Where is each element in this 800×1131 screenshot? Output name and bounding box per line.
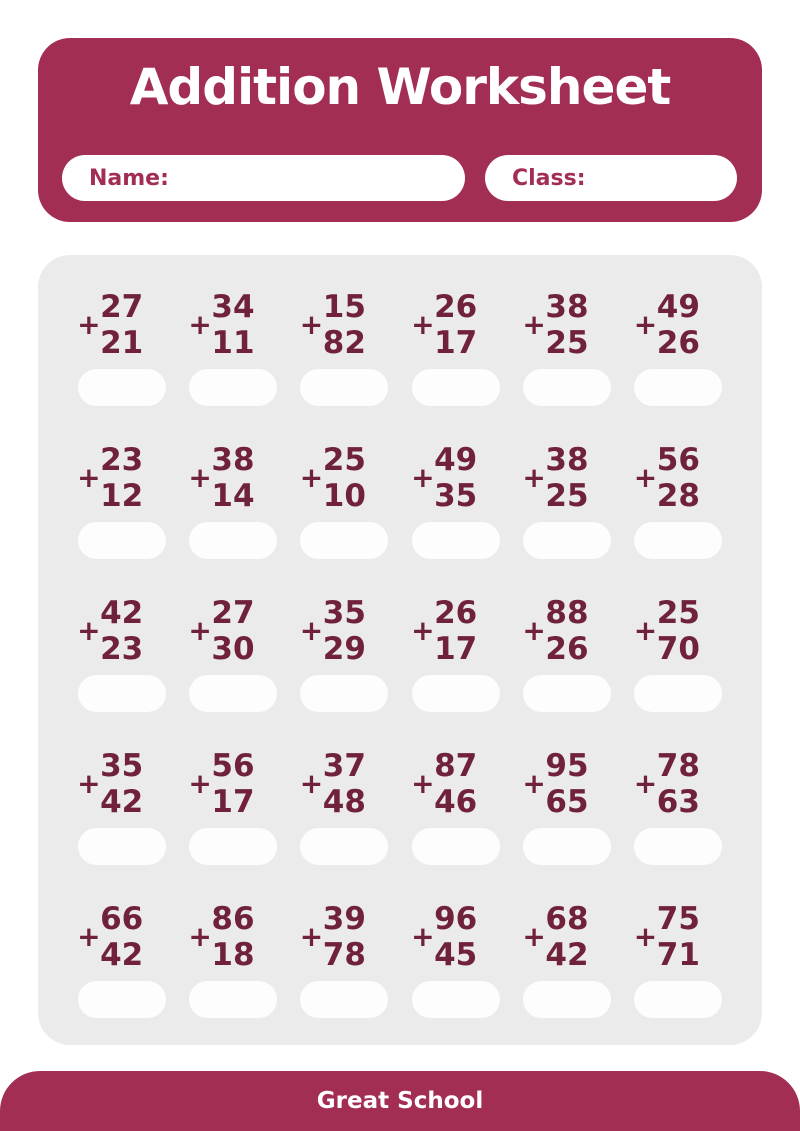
- bottom-addend: 63: [656, 784, 700, 820]
- plus-icon: +: [633, 767, 658, 800]
- bottom-addend: 26: [656, 325, 700, 361]
- bottom-addend: 42: [100, 937, 144, 973]
- answer-box[interactable]: [634, 828, 722, 865]
- problem-numbers: [633, 442, 700, 514]
- answer-box[interactable]: [634, 522, 722, 559]
- problem-numbers: [188, 442, 255, 514]
- top-addend: 75: [656, 901, 700, 937]
- problem-numbers: [299, 442, 366, 514]
- bottom-addend: 46: [434, 784, 478, 820]
- top-addend: 34: [211, 289, 255, 325]
- addition-problem: [177, 289, 288, 406]
- answer-box[interactable]: [412, 981, 500, 1018]
- addition-problem: [66, 289, 177, 406]
- plus-icon: +: [188, 920, 212, 953]
- top-addend: 23: [100, 442, 144, 478]
- problem-numbers: [411, 748, 478, 820]
- answer-box[interactable]: [523, 522, 611, 559]
- answer-box[interactable]: [300, 828, 388, 865]
- answer-box[interactable]: [523, 828, 611, 865]
- top-addend: 86: [211, 901, 255, 937]
- answer-box[interactable]: [78, 522, 166, 559]
- addition-problem: [623, 748, 734, 865]
- top-addend: 25: [656, 595, 700, 631]
- answer-box[interactable]: [189, 981, 277, 1018]
- bottom-addend: 65: [545, 784, 589, 820]
- problem-numbers: [633, 901, 700, 973]
- bottom-addend: 17: [434, 631, 478, 667]
- problem-numbers: [299, 901, 366, 973]
- bottom-addend: 12: [100, 478, 144, 514]
- footer-brand: Great School: [316, 1088, 484, 1114]
- plus-icon: +: [522, 920, 546, 953]
- addition-problem: [511, 289, 622, 406]
- top-addend: 96: [434, 901, 478, 937]
- plus-icon: +: [633, 920, 658, 953]
- plus-icon: +: [633, 614, 658, 647]
- bottom-addend: 30: [211, 631, 255, 667]
- answer-box[interactable]: [189, 675, 277, 712]
- addition-problem: [511, 595, 622, 712]
- plus-icon: +: [411, 920, 435, 953]
- addition-problem: [177, 442, 288, 559]
- problem-numbers: [411, 901, 478, 973]
- problem-numbers: [522, 289, 589, 361]
- class-field[interactable]: [485, 155, 737, 201]
- problem-numbers: [522, 442, 589, 514]
- top-addend: 49: [656, 289, 700, 325]
- plus-icon: +: [299, 920, 324, 953]
- bottom-addend: 25: [545, 478, 589, 514]
- plus-icon: +: [299, 461, 324, 494]
- addition-problem: [289, 595, 400, 712]
- bottom-addend: 26: [545, 631, 589, 667]
- plus-icon: +: [77, 308, 101, 341]
- top-addend: 88: [545, 595, 589, 631]
- plus-icon: +: [411, 308, 435, 341]
- answer-box[interactable]: [189, 828, 277, 865]
- addition-problem: [66, 901, 177, 1018]
- addition-problem: [177, 748, 288, 865]
- top-addend: 78: [656, 748, 700, 784]
- problem-numbers: [188, 595, 255, 667]
- bottom-addend: 29: [322, 631, 366, 667]
- addition-problem: [289, 748, 400, 865]
- page-title: Addition Worksheet: [129, 58, 671, 116]
- problem-numbers: [77, 289, 144, 361]
- bottom-addend: 14: [211, 478, 255, 514]
- top-addend: 56: [656, 442, 700, 478]
- addition-problem: [66, 595, 177, 712]
- problem-numbers: [411, 289, 478, 361]
- problem-numbers: [299, 595, 366, 667]
- bottom-addend: 17: [211, 784, 255, 820]
- problem-numbers: [188, 748, 255, 820]
- addition-problem: [400, 901, 511, 1018]
- top-addend: 26: [434, 595, 478, 631]
- answer-box[interactable]: [523, 675, 611, 712]
- plus-icon: +: [77, 920, 101, 953]
- bottom-addend: 45: [434, 937, 478, 973]
- plus-icon: +: [633, 461, 658, 494]
- plus-icon: +: [188, 614, 212, 647]
- problem-numbers: [299, 748, 366, 820]
- addition-problem: [66, 748, 177, 865]
- top-addend: 35: [322, 595, 366, 631]
- top-addend: 38: [545, 442, 589, 478]
- bottom-addend: 42: [545, 937, 589, 973]
- addition-problem: [623, 595, 734, 712]
- problem-numbers: [411, 442, 478, 514]
- bottom-addend: 17: [434, 325, 478, 361]
- problems-grid: [66, 289, 734, 1018]
- plus-icon: +: [522, 308, 546, 341]
- addition-problem: [66, 442, 177, 559]
- plus-icon: +: [411, 614, 435, 647]
- problem-numbers: [77, 595, 144, 667]
- addition-problem: [623, 289, 734, 406]
- problems-panel: [38, 255, 762, 1045]
- top-addend: 27: [100, 289, 144, 325]
- top-addend: 39: [322, 901, 366, 937]
- addition-problem: [623, 442, 734, 559]
- answer-box[interactable]: [634, 675, 722, 712]
- bottom-addend: 28: [656, 478, 700, 514]
- bottom-addend: 78: [322, 937, 366, 973]
- problem-numbers: [522, 748, 589, 820]
- answer-box[interactable]: [189, 369, 277, 406]
- top-addend: 49: [434, 442, 478, 478]
- bottom-addend: 82: [322, 325, 366, 361]
- answer-box[interactable]: [412, 522, 500, 559]
- addition-problem: [400, 442, 511, 559]
- top-addend: 26: [434, 289, 478, 325]
- plus-icon: +: [299, 308, 324, 341]
- top-addend: 25: [322, 442, 366, 478]
- answer-box[interactable]: [300, 369, 388, 406]
- problem-numbers: [411, 595, 478, 667]
- problem-numbers: [522, 901, 589, 973]
- top-addend: 37: [322, 748, 366, 784]
- bottom-addend: 18: [211, 937, 255, 973]
- plus-icon: +: [77, 767, 101, 800]
- problem-numbers: [299, 289, 366, 361]
- addition-problem: [400, 748, 511, 865]
- name-field[interactable]: [62, 155, 465, 201]
- answer-box[interactable]: [189, 522, 277, 559]
- plus-icon: +: [299, 767, 324, 800]
- bottom-addend: 35: [434, 478, 478, 514]
- plus-icon: +: [77, 461, 101, 494]
- problem-numbers: [188, 901, 255, 973]
- problem-numbers: [77, 901, 144, 973]
- addition-problem: [177, 595, 288, 712]
- answer-box[interactable]: [78, 828, 166, 865]
- plus-icon: +: [188, 767, 212, 800]
- plus-icon: +: [188, 308, 212, 341]
- plus-icon: +: [299, 614, 324, 647]
- answer-box[interactable]: [412, 369, 500, 406]
- header-fields: [62, 155, 737, 201]
- bottom-addend: 11: [211, 325, 255, 361]
- problem-numbers: [77, 442, 144, 514]
- class-label: Class:: [512, 165, 586, 191]
- footer-bar: [0, 1071, 800, 1131]
- answer-box[interactable]: [412, 675, 500, 712]
- answer-box[interactable]: [78, 369, 166, 406]
- top-addend: 38: [211, 442, 255, 478]
- bottom-addend: 42: [100, 784, 144, 820]
- addition-problem: [511, 748, 622, 865]
- top-addend: 66: [100, 901, 144, 937]
- addition-problem: [177, 901, 288, 1018]
- name-label: Name:: [89, 165, 169, 191]
- answer-box[interactable]: [523, 981, 611, 1018]
- addition-problem: [511, 442, 622, 559]
- top-addend: 87: [434, 748, 478, 784]
- bottom-addend: 23: [100, 631, 144, 667]
- plus-icon: +: [633, 308, 658, 341]
- top-addend: 35: [100, 748, 144, 784]
- top-addend: 27: [211, 595, 255, 631]
- addition-problem: [623, 901, 734, 1018]
- bottom-addend: 71: [656, 937, 700, 973]
- addition-problem: [400, 595, 511, 712]
- top-addend: 38: [545, 289, 589, 325]
- problem-numbers: [633, 289, 700, 361]
- answer-box[interactable]: [634, 981, 722, 1018]
- top-addend: 56: [211, 748, 255, 784]
- problem-numbers: [77, 748, 144, 820]
- answer-box[interactable]: [300, 675, 388, 712]
- addition-problem: [289, 442, 400, 559]
- addition-problem: [511, 901, 622, 1018]
- bottom-addend: 70: [656, 631, 700, 667]
- answer-box[interactable]: [634, 369, 722, 406]
- plus-icon: +: [522, 614, 546, 647]
- problem-numbers: [633, 595, 700, 667]
- bottom-addend: 10: [322, 478, 366, 514]
- answer-box[interactable]: [300, 981, 388, 1018]
- top-addend: 68: [545, 901, 589, 937]
- problem-numbers: [188, 289, 255, 361]
- top-addend: 42: [100, 595, 144, 631]
- plus-icon: +: [77, 614, 101, 647]
- plus-icon: +: [411, 461, 435, 494]
- answer-box[interactable]: [523, 369, 611, 406]
- addition-problem: [289, 901, 400, 1018]
- plus-icon: +: [188, 461, 212, 494]
- plus-icon: +: [522, 461, 546, 494]
- problem-numbers: [633, 748, 700, 820]
- answer-box[interactable]: [78, 981, 166, 1018]
- addition-problem: [289, 289, 400, 406]
- bottom-addend: 48: [322, 784, 366, 820]
- bottom-addend: 25: [545, 325, 589, 361]
- addition-problem: [400, 289, 511, 406]
- problem-numbers: [522, 595, 589, 667]
- plus-icon: +: [411, 767, 435, 800]
- answer-box[interactable]: [78, 675, 166, 712]
- top-addend: 95: [545, 748, 589, 784]
- answer-box[interactable]: [412, 828, 500, 865]
- answer-box[interactable]: [300, 522, 388, 559]
- plus-icon: +: [522, 767, 546, 800]
- top-addend: 15: [322, 289, 366, 325]
- header-panel: [38, 38, 762, 222]
- bottom-addend: 21: [100, 325, 144, 361]
